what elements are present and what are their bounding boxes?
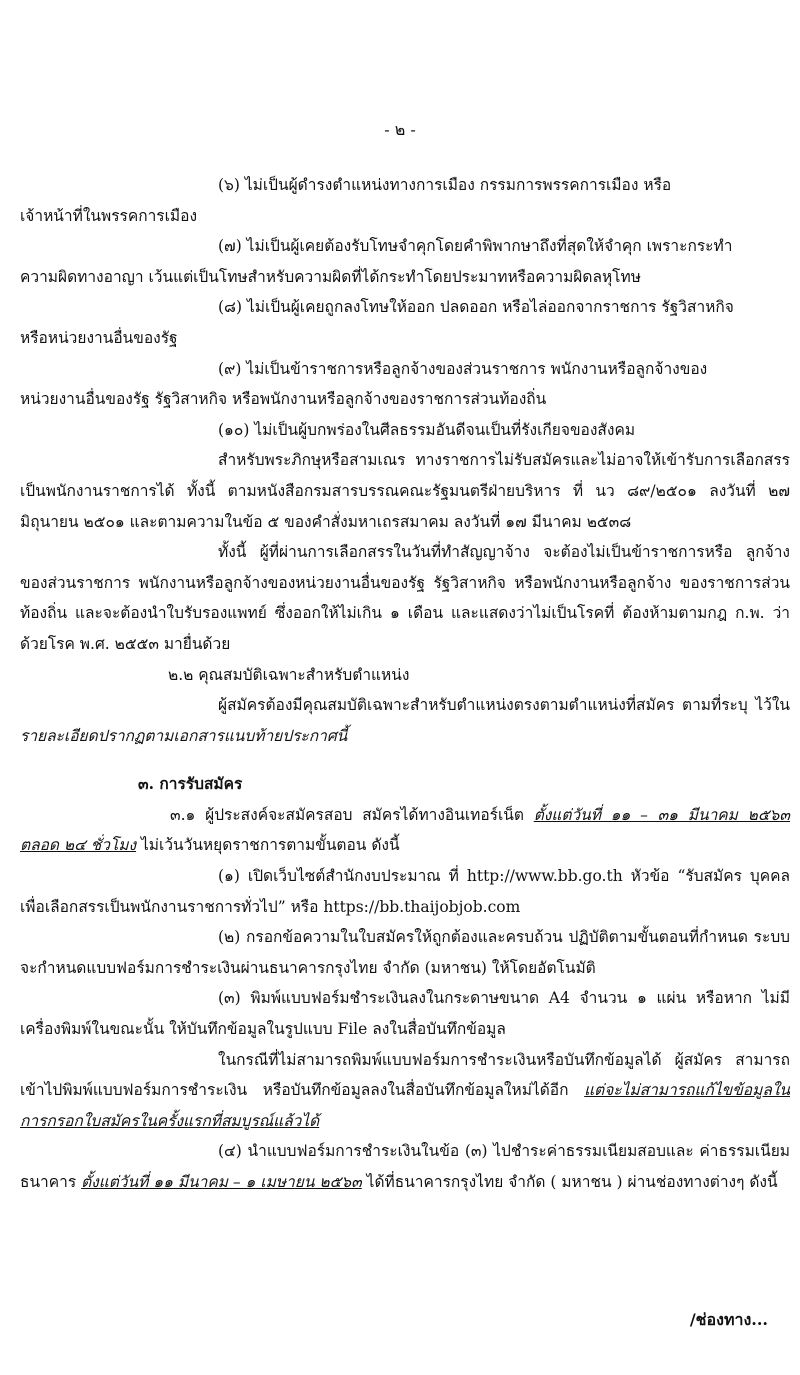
- step-4-a: (๔) นำแบบฟอร์มการชำระเงินในข้อ (๓) ไปชำระค่าธรรมเนียมสอบและ ค่าธรรมเนียมธนาคาร: [20, 1142, 790, 1191]
- item-6-cont: เจ้าหน้าที่ในพรรคการเมือง: [20, 206, 198, 225]
- contract-paragraph: ทั้งนี้ ผู้ที่ผ่านการเลือกสรรในวันที่ทำสัญญาจ้าง จะต้องไม่เป็นข้าราชการหรือ ลูกจ้างของส่วนราชการ พนักงานหรือลูกจ้างของหน่วยงานอื่นของรัฐ รัฐวิสาหกิจ หรือพนักงานหรือลูกจ้าง ของราชการส่วนท้องถิ่น และจะต้องนำใบรับรองแพทย์ ซึ่งออกให้ไม่เกิน ๑ เดือน และแสดงว่าไม่เป็นโรคที่ ต้องห้ามตามกฎ ก.พ. ว่าด้วยโรค พ.ศ. ๒๕๕๓ มายื่นด้วย: [20, 543, 790, 653]
- step-4-c: ได้ที่ธนาคารกรุงไทย จำกัด ( มหาชน ) ผ่านช่องทางต่างๆ ดังนี้: [361, 1173, 778, 1191]
- step-1: (๑) เปิดเว็บไซต์สำนักงบประมาณ ที่ http://www.bb.go.th หัวข้อ “รับสมัคร บุคคลเพื่อเลือกสรรเป็นพนักงานราชการทั่วไป” หรือ https://bb.thaijobjob.com: [20, 867, 790, 916]
- item-8: (๘) ไม่เป็นผู้เคยถูกลงโทษให้ออก ปลดออก หรือไล่ออกจากราชการ รัฐวิสาหกิจ: [218, 298, 734, 317]
- step-3: (๓) พิมพ์แบบฟอร์มชำระเงินลงในกระดาษขนาด A4 จำนวน ๑ แผ่น หรือหาก ไม่มีเครื่องพิมพ์ในขณะนั้น ให้บันทึกข้อมูลในรูปแบบ File ลงในสื่อบันทึกข้อมูล: [20, 989, 790, 1039]
- item-7: (๗) ไม่เป็นผู้เคยต้องรับโทษจำคุกโดยคำพิพากษาถึงที่สุดให้จำคุก เพราะกระทำ: [218, 237, 733, 256]
- section-3-heading: ๓. การรับสมัคร: [138, 774, 243, 794]
- section-3-1: [20, 800, 790, 861]
- page-number: - ๒ -: [384, 120, 416, 139]
- section-2-2-text-c: รายละเอียดปรากฏตามเอกสารแนบท้ายประกาศนี้: [20, 726, 348, 745]
- section-3-1-a: ๓.๑ ผู้ประสงค์จะสมัครสอบ สมัครได้ทางอินเทอร์เน็ต: [170, 805, 534, 824]
- section-3-1-d: ไม่เว้นวันหยุดราชการตามขั้นตอน ดังนี้: [136, 836, 400, 855]
- step-4: [20, 1136, 790, 1197]
- item-9: (๙) ไม่เป็นข้าราชการหรือลูกจ้างของส่วนราชการ พนักงานหรือลูกจ้างของ: [218, 359, 708, 378]
- page-continuation: /ช่องทาง...: [689, 1310, 768, 1329]
- case-paragraph-a: ในกรณีที่ไม่สามารถพิมพ์แบบฟอร์มการชำระเงินหรือบันทึกข้อมูลได้ ผู้สมัคร สามารถเข้าไปพิมพ์แบบฟอร์มการชำระเงิน หรือบันทึกข้อมูลลงในสื่อบันทึกข้อมูลใหม่ได้อีก: [20, 1050, 790, 1100]
- section-2-2-text-a: ผู้สมัครต้องมีคุณสมบัติเฉพาะสำหรับตำแหน่งตรงตามตำแหน่งที่สมัคร ตามที่ระบุ: [218, 696, 748, 715]
- item-9-cont: หน่วยงานอื่นของรัฐ รัฐวิสาหกิจ หรือพนักงานหรือลูกจ้างของราชการส่วนท้องถิ่น: [20, 390, 547, 409]
- monk-paragraph: สำหรับพระภิกษุหรือสามเณร ทางราชการไม่รับสมัครและไม่อาจให้เข้ารับการเลือกสรร เป็นพนักงานราชการได้ ทั้งนี้ ตามหนังสือกรมสารบรรณคณะรัฐมนตรีฝ่ายบริหาร ที่ นว ๘๙/๒๕๐๑ ลงวันที่ ๒๗ มิถุนายน ๒๕๐๑ และตามความในข้อ ๕ ของคำสั่งมหาเถรสมาคม ลงวันที่ ๑๗ มีนาคม ๒๕๓๘: [20, 451, 790, 531]
- case-paragraph: [20, 1045, 790, 1137]
- spacer: [20, 751, 790, 769]
- section-3-1-hours: ตลอด ๒๔ ชั่วโมง: [20, 836, 137, 855]
- item-6: (๖) ไม่เป็นผู้ดำรงตำแหน่งทางการเมือง กรรมการพรรคการเมือง หรือ: [218, 176, 672, 194]
- case-paragraph-b: แต่จะไม่สามารถแก้ไขข้อมูลในการกรอกใบสมัครในครั้งแรกที่สมบูรณ์แล้วได้: [20, 1081, 790, 1130]
- item-7-cont: ความผิดทางอาญา เว้นแต่เป็นโทษสำหรับความผิดที่ได้กระทำโดยประมาทหรือความผิดลหุโทษ: [20, 267, 641, 286]
- document-body: [20, 170, 790, 1198]
- section-2-2-text: [20, 690, 790, 751]
- item-8-cont: หรือหน่วยงานอื่นของรัฐ: [20, 328, 178, 347]
- item-10: (๑๐) ไม่เป็นผู้บกพร่องในศีลธรรมอันดีจนเป็นที่รังเกียจของสังคม: [218, 420, 636, 439]
- section-2-2-heading: ๒.๒ คุณสมบัติเฉพาะสำหรับตำแหน่ง: [168, 665, 410, 684]
- section-3-1-dates: ตั้งแต่วันที่ ๑๑ – ๓๑ มีนาคม ๒๕๖๓: [533, 805, 790, 824]
- step-2: (๒) กรอกข้อความในใบสมัครให้ถูกต้องและครบถ้วน ปฏิบัติตามขั้นตอนที่กำหนด ระบบจะกำหนดแบบฟอร์มการชำระเงินผ่านธนาคารกรุงไทย จำกัด (มหาชน) ให้โดยอัตโนมัติ: [20, 928, 790, 977]
- section-2-2-text-b: ไว้ใน: [755, 696, 790, 715]
- step-4-dates: ตั้งแต่วันที่ ๑๑ มีนาคม – ๑ เมษายน ๒๕๖๓: [81, 1173, 362, 1191]
